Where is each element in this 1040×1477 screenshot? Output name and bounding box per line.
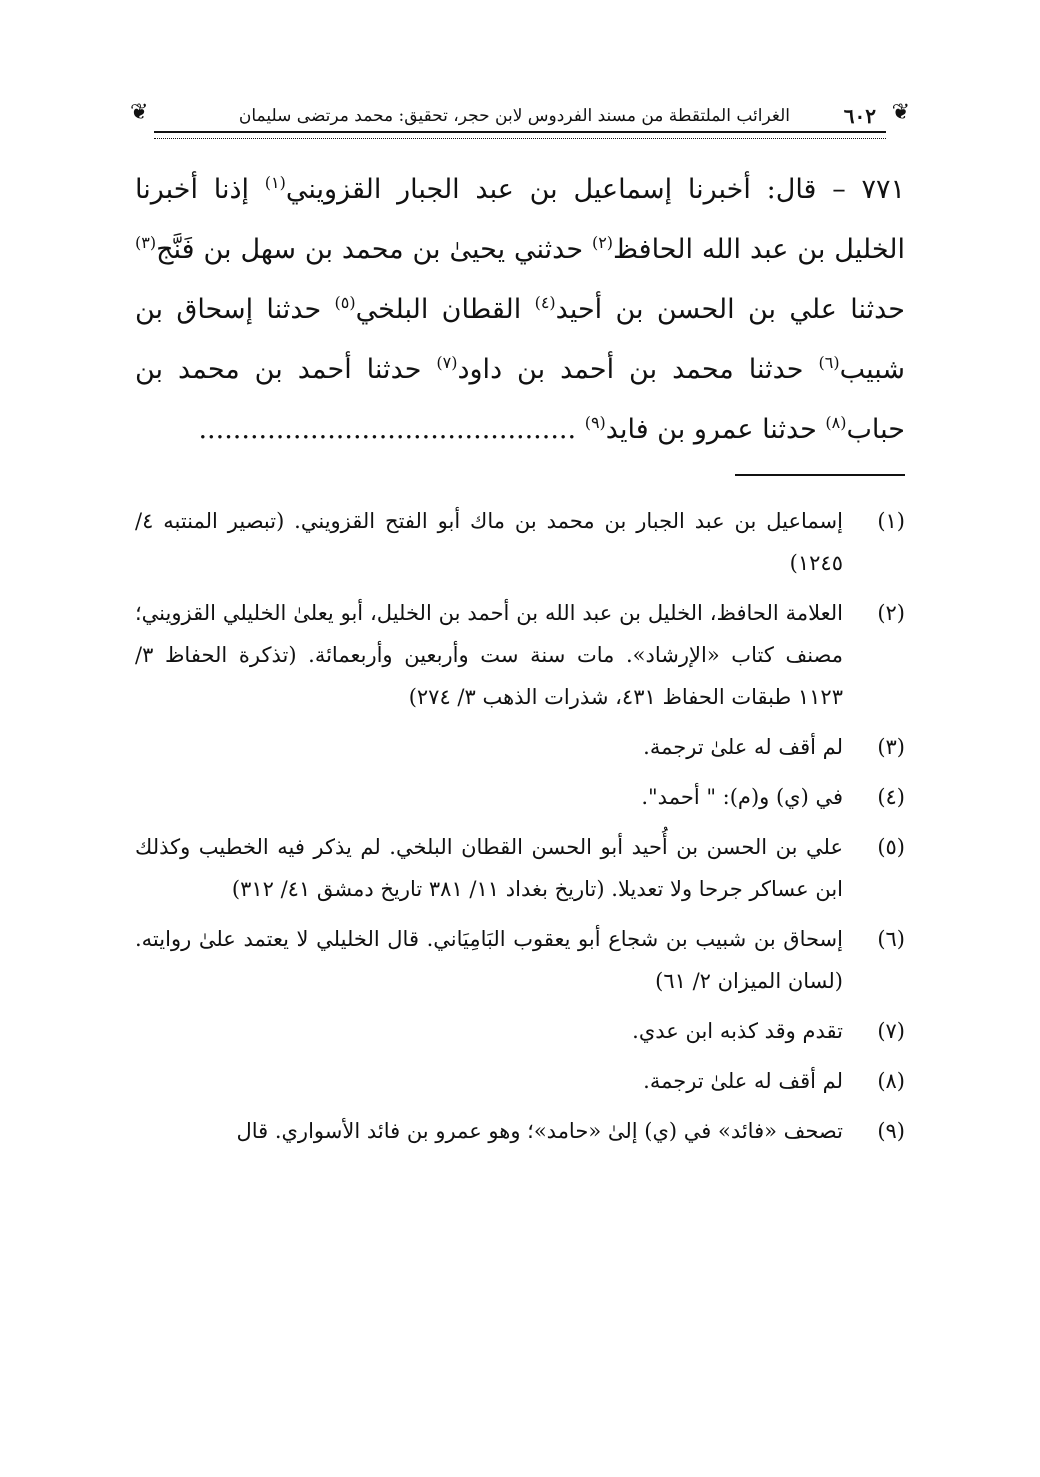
page-number: ٦٠٢ bbox=[843, 104, 876, 128]
footnote-item bbox=[135, 918, 905, 1002]
footnote-reference: (٧) bbox=[436, 353, 458, 372]
footnote-number: (٣) bbox=[877, 735, 905, 759]
footnote-item bbox=[135, 826, 905, 910]
header-ornament-left-icon: ❦ bbox=[130, 100, 149, 125]
header-rule bbox=[154, 131, 886, 139]
footnotes-list bbox=[135, 500, 905, 1160]
footnote-reference: (٥) bbox=[334, 293, 356, 312]
footnote-number: (٤) bbox=[877, 785, 905, 809]
footnote-item bbox=[135, 1010, 905, 1052]
running-title: الغرائب الملتقطة من مسند الفردوس لابن حجر، تحقيق: محمد مرتضى سليمان bbox=[238, 106, 790, 126]
text-segment: حدثنا محمد بن أحمد بن داود bbox=[457, 354, 819, 385]
footnote-text: علي بن الحسن بن أُحيد أبو الحسن القطان البلخي. لم يذكر فيه الخطيب وكذلك ابن عساكر جرحا ولا تعديلا. (تاريخ بغداد ١١/ ٣٨١ تاريخ دمشق ٤١/ ٣١٢) bbox=[135, 835, 843, 901]
footnote-separator bbox=[735, 474, 905, 476]
dotted-leader: ............................................ bbox=[198, 414, 585, 445]
footnote-reference: (٩) bbox=[584, 413, 606, 432]
footnote-number: (١) bbox=[877, 509, 905, 533]
footnote-number: (٦) bbox=[877, 927, 905, 951]
running-header bbox=[130, 98, 910, 138]
footnote-number: (٢) bbox=[877, 601, 905, 625]
footnote-reference: (٨) bbox=[825, 413, 847, 432]
footnote-item bbox=[135, 726, 905, 768]
footnote-reference: (٦) bbox=[818, 353, 840, 372]
footnote-text: لم أقف له علىٰ ترجمة. bbox=[643, 1069, 843, 1093]
footnote-text: في (ي) و(م): " أحمد". bbox=[641, 785, 843, 809]
footnote-text: تقدم وقد كذبه ابن عدي. bbox=[632, 1019, 843, 1043]
header-ornament-right-icon: ❦ bbox=[891, 100, 910, 125]
footnote-reference: (٣) bbox=[135, 233, 157, 252]
text-segment: حدثني يحيىٰ بن محمد بن سهل بن فَنَّج bbox=[156, 234, 592, 265]
footnote-item bbox=[135, 592, 905, 718]
footnote-number: (٩) bbox=[877, 1119, 905, 1143]
footnote-number: (٨) bbox=[877, 1069, 905, 1093]
text-segment: حدثنا إسحاق بن شبيب bbox=[135, 294, 905, 385]
footnote-text: العلامة الحافظ، الخليل بن عبد الله بن أحمد بن الخليل، أبو يعلىٰ الخليلي القزويني؛ مصنف كتاب «الإرشاد». مات سنة ست وأربعين وأربعمائة. (تذكرة الحفاظ ٣/ ١١٢٣ طبقات الحفاظ ٤٣١، شذرات الذهب ٣/ ٢٧٤) bbox=[135, 601, 843, 709]
footnote-text: إسماعيل بن عبد الجبار بن محمد بن ماك أبو الفتح القزويني. (تبصير المنتبه ٤/ ١٢٤٥) bbox=[135, 509, 843, 575]
text-segment: إذنا أخبرنا الخليل بن عبد الله الحافظ bbox=[135, 174, 905, 265]
footnote-number: (٥) bbox=[877, 835, 905, 859]
text-segment: القطان البلخي bbox=[355, 294, 535, 325]
footnote-item bbox=[135, 500, 905, 584]
text-segment: حدثنا أحمد بن محمد بن حباب bbox=[135, 354, 905, 445]
footnote-item bbox=[135, 1110, 905, 1152]
text-segment: حدثنا عمرو بن فايد bbox=[605, 414, 826, 445]
footnote-text: إسحاق بن شبيب بن شجاع أبو يعقوب البَامِيَاني. قال الخليلي لا يعتمد علىٰ روايته. (لسان الميزان ٢/ ٦١) bbox=[135, 927, 843, 993]
footnote-reference: (٢) bbox=[591, 233, 614, 252]
footnote-item bbox=[135, 776, 905, 818]
text-segment: ٧٧١ – قال: أخبرنا إسماعيل بن عبد الجبار القزويني bbox=[285, 174, 905, 205]
footnote-reference: (١) bbox=[264, 173, 286, 192]
text-segment: حدثنا علي بن الحسن بن أحيد bbox=[555, 294, 905, 325]
footnote-reference: (٤) bbox=[534, 293, 556, 312]
hadith-paragraph bbox=[135, 160, 905, 460]
footnote-text: لم أقف له علىٰ ترجمة. bbox=[643, 735, 843, 759]
main-text bbox=[135, 160, 905, 460]
footnote-number: (٧) bbox=[877, 1019, 905, 1043]
footnote-text: تصحف «فائد» في (ي) إلىٰ «حامد»؛ وهو عمرو بن فائد الأسواري. قال bbox=[236, 1119, 843, 1143]
footnote-item bbox=[135, 1060, 905, 1102]
